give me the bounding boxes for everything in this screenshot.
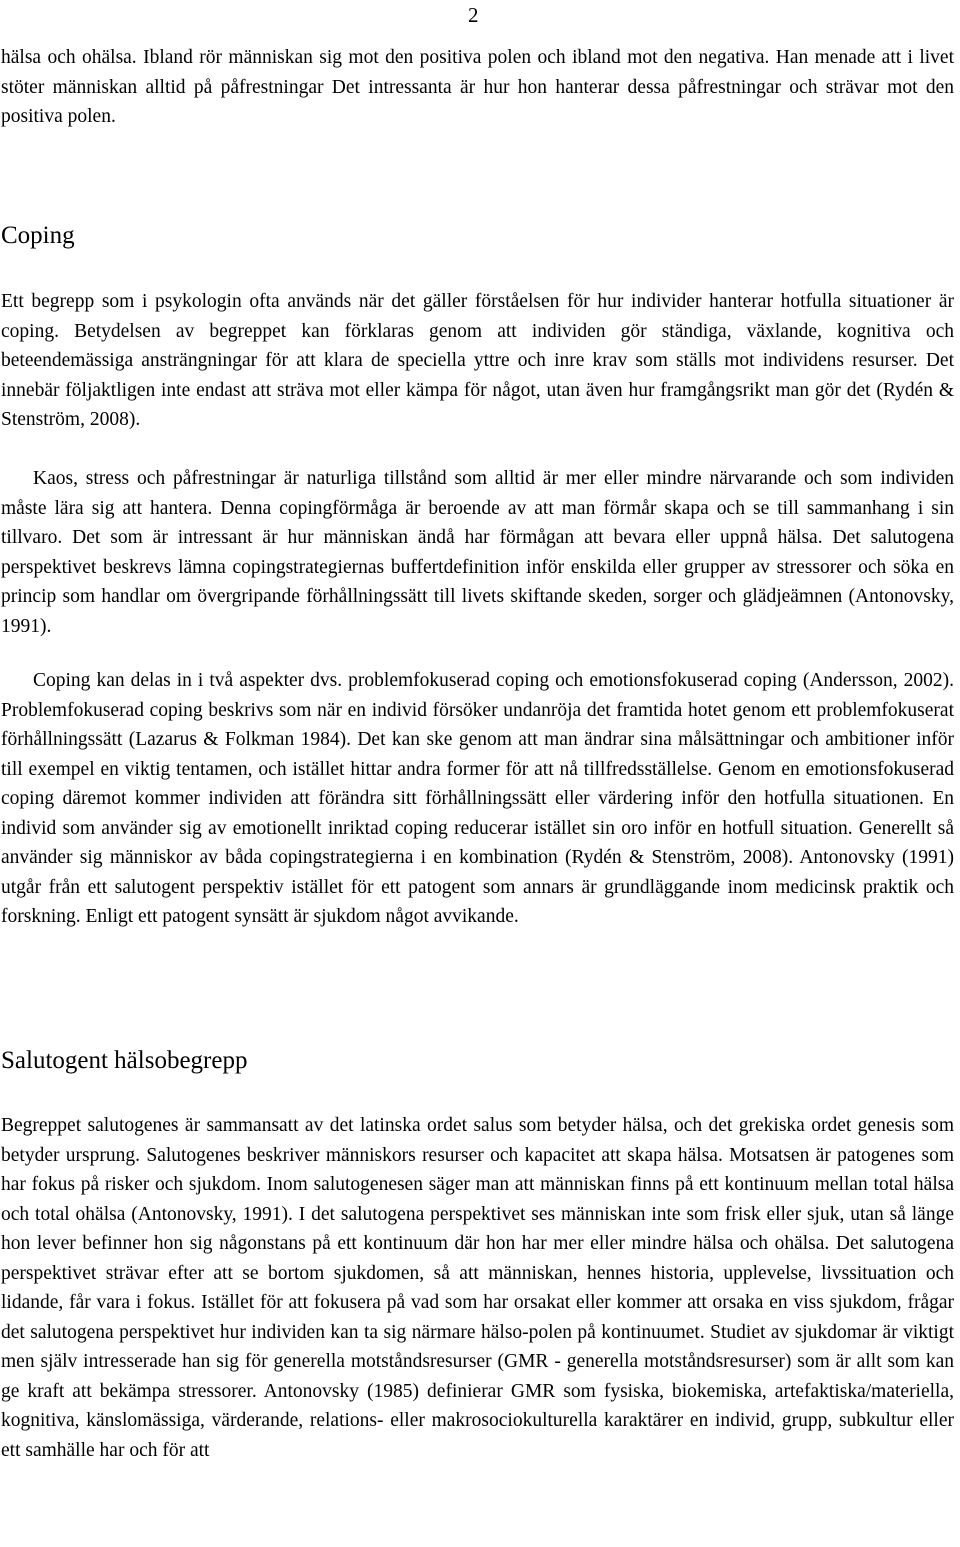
coping-paragraph-3: Coping kan delas in i två aspekter dvs. problemfokuserad coping och emotionsfokuserad coping (Andersson, 2002). Problemfokuserad coping beskrivs som när en individ försöker undanröja det framtida hotet genom ett problemfokuserat förhållningssätt (Lazarus & Folkman 1984). Det kan ske genom att man ändrar sina målsättningar och ambitioner inför till exempel en viktig tentamen, och istället hittar andra former för att nå tillfredsställelse. Genom en emotionsfokuserad coping däremot kommer individen att förändra sitt förhållningssätt eller värdering inför den hotfulla situationen. En individ som använder sig av emotionellt inriktad coping reducerar istället sin oro inför en hotfull situation. Generellt så använder sig människor av båda copingstrategierna i en kombination (Rydén & Stenström, 2008). Antonovsky (1991) utgår från ett salutogent perspektiv istället för ett patogent som annars är grundläggande inom medicinsk praktik och forskning. Enligt ett patogent synsätt är sjukdom något avvikande.	[1, 670, 954, 927]
coping-paragraph-1: Ett begrepp som i psykologin ofta används när det gäller förståelsen för hur individer hanterar hotfulla situationer är coping. Betydelsen av begreppet kan förklaras genom att individen gör ständiga, växlande, kognitiva och beteendemässiga ansträngningar för att klara de speciella yttre och inre krav som ställs mot individens resurser. Det innebär följaktligen inte endast att sträva mot eller kämpa för något, utan även hur framgångsrikt man gör det (Rydén & Stenström, 2008).	[1, 291, 954, 430]
coping-paragraph-2: Kaos, stress och påfrestningar är naturliga tillstånd som alltid är mer eller mindre närvarande och som individen måste lära sig att hantera. Denna copingförmåga är beroende av att man förmår skapa och se till sammanhang i sin tillvaro. Det som är intressant är hur människan ändå har förmågan att bevara eller uppnå hälsa. Det salutogena perspektivet beskrevs lämna copingstrategiernas buffertdefinition inför enskilda eller grupper av stressorer och söka en princip som handlar om övergripande förhållningssätt till livets skiftande skeden, sorger och glädjeämnen (Antonovsky, 1991).	[1, 468, 954, 637]
salutogent-paragraph-1: Begreppet salutogenes är sammansatt av det latinska ordet salus som betyder hälsa, och det grekiska ordet genesis som betyder ursprung. Salutogenes beskriver människors resurser och kapacitet att skapa hälsa. Motsatsen är patogenes som har fokus på risker och sjukdom. Inom salutogenesen säger man att människan finns på ett kontinuum mellan total hälsa och total ohälsa (Antonovsky, 1991). I det salutogena perspektivet ses människan inte som frisk eller sjuk, utan så länge hon lever befinner hon sig någonstans på ett kontinuum där hon har mer eller mindre hälsa och ohälsa. Det salutogena perspektivet strävar efter att se bortom sjukdomen, så att människan, hennes historia, upplevelse, livssituation och lidande, får vara i fokus. Istället för att fokusera på vad som har orsakat eller kommer att orsaka en viss sjukdom, frågar det salutogena perspektivet hur individen kan ta sig närmare hälso-polen på kontinuumet. Studiet av sjukdomar är viktigt men själv intresserade han sig för generella motståndsresurser (GMR - generella motståndsresurser) som är allt som kan ge kraft att bekämpa stressorer. Antonovsky (1985) definierar GMR som fysiska, biokemiska, artefaktiska/materiella, kognitiva, känslomässiga, värderande, relations- eller makrosociokulturella karaktärer en individ, grupp, subkultur eller ett samhälle har och för att	[1, 1115, 954, 1461]
page-number: 2	[468, 3, 479, 27]
section-heading-salutogent: Salutogent hälsobegrepp	[1, 1047, 248, 1074]
intro-paragraph: hälsa och ohälsa. Ibland rör människan sig mot den positiva polen och ibland mot den negativa. Han menade att i livet stöter människan alltid på påfrestningar Det intressanta är hur hon hanterar dessa påfrestningar och strävar mot den positiva polen.	[1, 47, 954, 127]
section-heading-coping: Coping	[1, 222, 75, 249]
